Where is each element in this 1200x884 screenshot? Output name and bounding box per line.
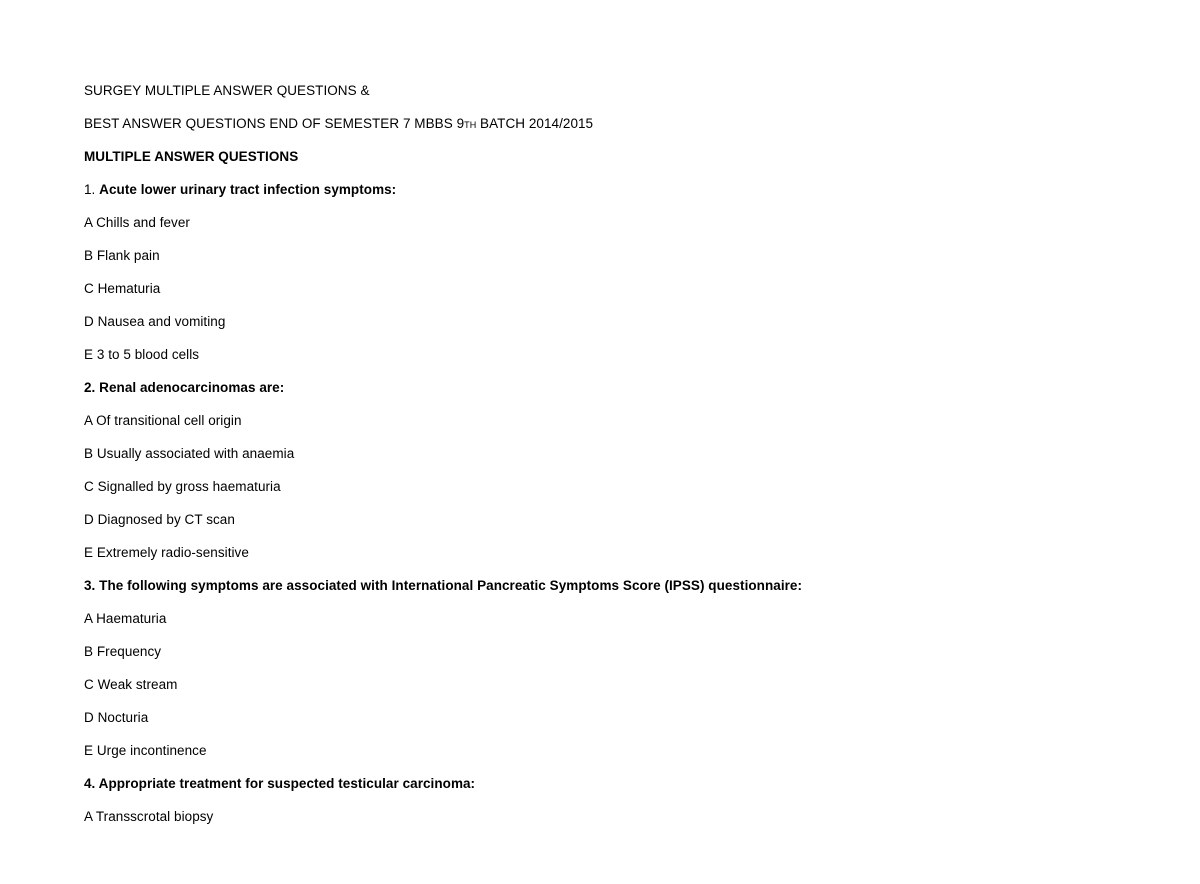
question-3-text: 3. The following symptoms are associated with International Pancreatic Symptoms Score (IPSS) questionnaire: [84,578,803,593]
question-2-option-c: C Signalled by gross haematuria [84,479,281,494]
document-title-line-1: SURGEY MULTIPLE ANSWER QUESTIONS & [84,83,370,98]
question-1-option-c: C Hematuria [84,281,161,296]
section-heading: MULTIPLE ANSWER QUESTIONS [84,149,299,164]
document-title-line-2 [84,116,593,133]
question-3-option-b: B Frequency [84,644,162,659]
question-2-text: 2. Renal adenocarcinomas are: [84,380,285,395]
question-1 [84,182,396,198]
question-4-text: 4. Appropriate treatment for suspected testicular carcinoma: [84,776,476,791]
question-1-number: 1. [84,182,100,197]
question-2-option-b: B Usually associated with anaemia [84,446,295,461]
question-1-option-b: B Flank pain [84,248,160,263]
question-1-option-d: D Nausea and vomiting [84,314,226,329]
question-1-option-a: A Chills and fever [84,215,190,230]
question-1-option-e: E 3 to 5 blood cells [84,347,200,362]
question-2-option-a: A Of transitional cell origin [84,413,242,428]
question-3-option-e: E Urge incontinence [84,743,207,758]
question-3-option-a: A Haematuria [84,611,167,626]
title-line-2-after: BATCH 2014/2015 [476,116,594,131]
title-line-2-superscript: TH [464,120,477,130]
question-3-option-d: D Nocturia [84,710,149,725]
question-1-text: Acute lower urinary tract infection symptoms: [99,182,397,197]
title-line-2-before: BEST ANSWER QUESTIONS END OF SEMESTER 7 MBBS 9 [84,116,465,131]
question-4-option-a: A Transscrotal biopsy [84,809,214,824]
question-3-option-c: C Weak stream [84,677,178,692]
question-2-option-d: D Diagnosed by CT scan [84,512,235,527]
question-2-option-e: E Extremely radio-sensitive [84,545,249,560]
